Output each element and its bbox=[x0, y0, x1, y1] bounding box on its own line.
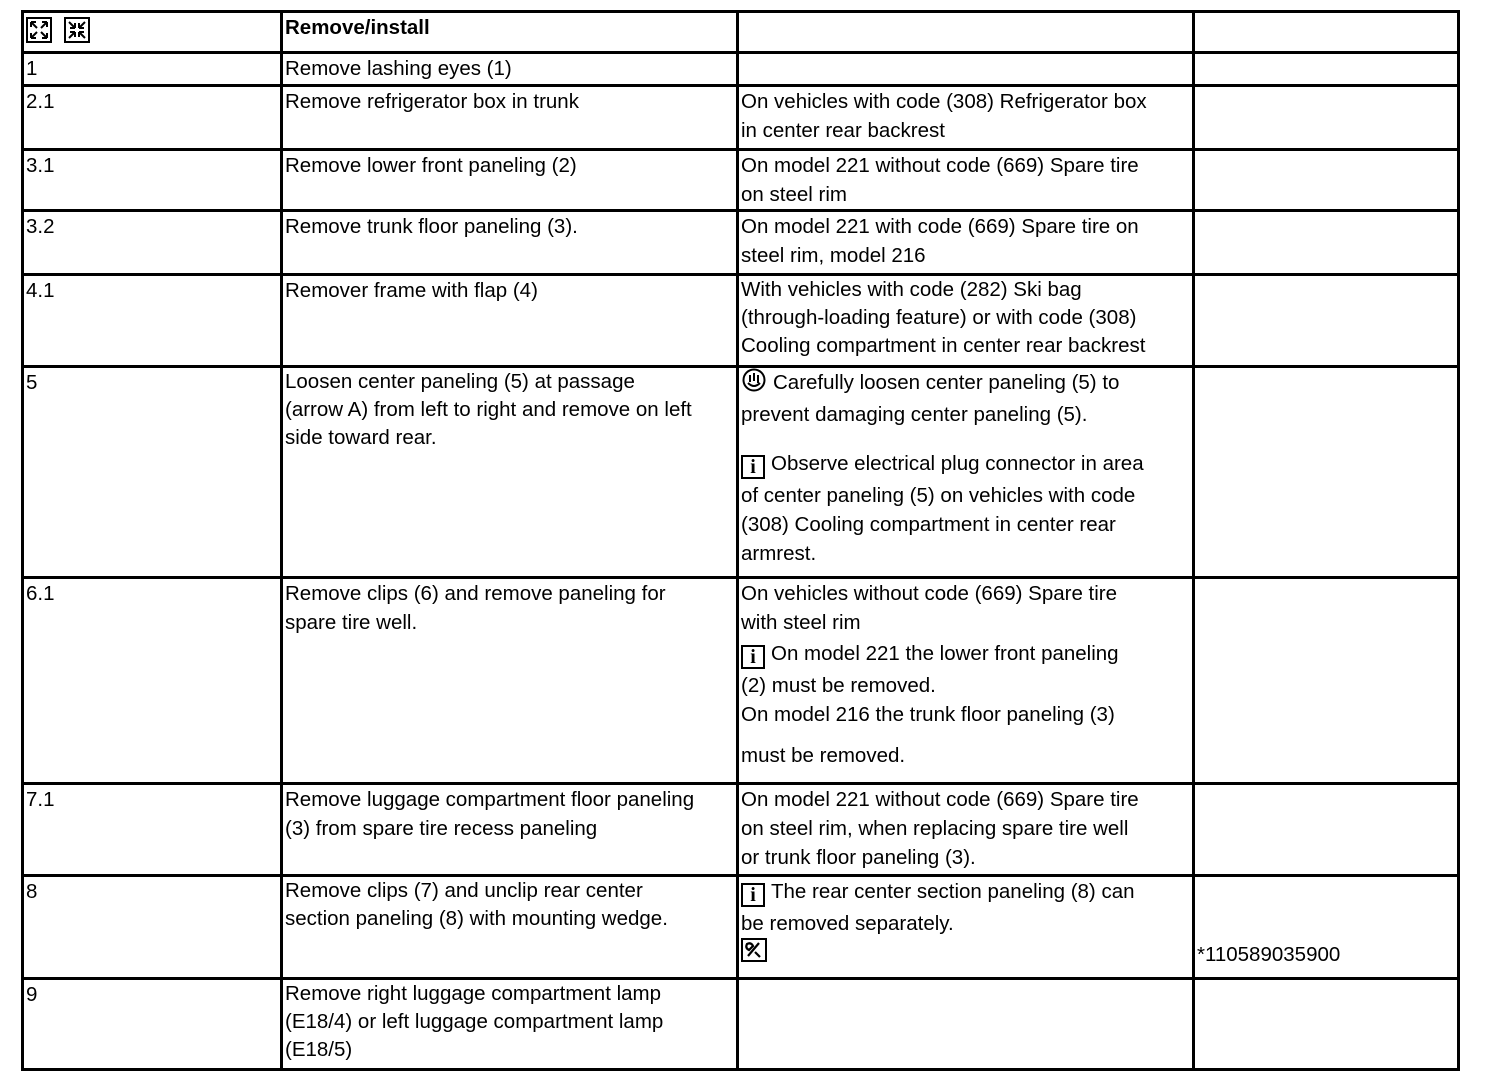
table-row bbox=[23, 150, 1459, 211]
note-line: on steel rim, when replacing spare tire well bbox=[741, 817, 1129, 840]
caution-line: prevent damaging center paneling (5). bbox=[741, 403, 1088, 426]
action-line: Remove clips (7) and unclip rear center bbox=[285, 879, 643, 902]
table-row bbox=[23, 784, 1459, 876]
action-line: (E18/4) or left luggage compartment lamp bbox=[285, 1010, 664, 1033]
tool-line bbox=[741, 938, 1190, 970]
info-line bbox=[741, 449, 1190, 481]
step-action bbox=[282, 367, 738, 578]
step-number: 3.2 bbox=[23, 211, 282, 275]
info-line: be removed separately. bbox=[741, 912, 954, 935]
info-line: must be removed. bbox=[741, 744, 906, 767]
table-row bbox=[23, 367, 1459, 578]
action-line: (3) from spare tire recess paneling bbox=[285, 817, 598, 840]
note-line: Cooling compartment in center rear backrest bbox=[741, 334, 1146, 357]
procedure-table bbox=[21, 10, 1460, 1071]
step-note bbox=[738, 784, 1194, 876]
info-line: (308) Cooling compartment in center rear bbox=[741, 513, 1116, 536]
step-reference bbox=[1194, 876, 1459, 979]
step-note bbox=[738, 367, 1194, 578]
step-number: 8 bbox=[23, 876, 282, 979]
step-reference bbox=[1194, 53, 1459, 86]
step-note bbox=[738, 211, 1194, 275]
step-note bbox=[738, 86, 1194, 150]
step-reference bbox=[1194, 578, 1459, 784]
action-line: Loosen center paneling (5) at passage bbox=[285, 370, 635, 393]
table-row bbox=[23, 578, 1459, 784]
action-line: (E18/5) bbox=[285, 1038, 353, 1061]
action-line: spare tire well. bbox=[285, 611, 418, 634]
step-note bbox=[738, 979, 1194, 1070]
action-line: Remove lashing eyes (1) bbox=[285, 57, 512, 80]
step-note bbox=[738, 275, 1194, 367]
expand-icon[interactable] bbox=[26, 17, 52, 51]
step-reference bbox=[1194, 211, 1459, 275]
step-reference bbox=[1194, 275, 1459, 367]
info-line: armrest. bbox=[741, 542, 817, 565]
note-line: On vehicles with code (308) Refrigerator box bbox=[741, 90, 1147, 113]
table-row bbox=[23, 53, 1459, 86]
info-line: On model 216 the trunk floor paneling (3) bbox=[741, 703, 1115, 726]
step-number: 1 bbox=[23, 53, 282, 86]
step-action bbox=[282, 86, 738, 150]
note-line: On model 221 with code (669) Spare tire on bbox=[741, 215, 1139, 238]
action-line: (arrow A) from left to right and remove on left bbox=[285, 398, 692, 421]
step-reference bbox=[1194, 367, 1459, 578]
table-row bbox=[23, 876, 1459, 979]
step-note bbox=[738, 578, 1194, 784]
note-line: On vehicles without code (669) Spare tire bbox=[741, 582, 1118, 605]
note-line: in center rear backrest bbox=[741, 119, 945, 142]
step-note bbox=[738, 53, 1194, 86]
special-tool-icon[interactable] bbox=[741, 938, 767, 970]
collapse-icon[interactable] bbox=[64, 17, 90, 51]
info-text: The rear center section paneling (8) can bbox=[771, 880, 1135, 903]
step-reference bbox=[1194, 150, 1459, 211]
step-number: 3.1 bbox=[23, 150, 282, 211]
step-action bbox=[282, 275, 738, 367]
step-reference bbox=[1194, 86, 1459, 150]
info-line: of center paneling (5) on vehicles with code bbox=[741, 484, 1136, 507]
step-reference bbox=[1194, 979, 1459, 1070]
step-note bbox=[738, 150, 1194, 211]
info-line bbox=[741, 639, 1190, 671]
table-row bbox=[23, 979, 1459, 1070]
step-action bbox=[282, 211, 738, 275]
caution-icon bbox=[741, 368, 767, 400]
table-header-row bbox=[23, 12, 1459, 53]
info-line: (2) must be removed. bbox=[741, 674, 936, 697]
step-number: 6.1 bbox=[23, 578, 282, 784]
action-line: Remove trunk floor paneling (3). bbox=[285, 215, 578, 238]
note-line: or trunk floor paneling (3). bbox=[741, 846, 976, 869]
table-row bbox=[23, 211, 1459, 275]
step-number: 7.1 bbox=[23, 784, 282, 876]
note-line: with steel rim bbox=[741, 611, 861, 634]
table-row bbox=[23, 275, 1459, 367]
step-number: 4.1 bbox=[23, 275, 282, 367]
step-action bbox=[282, 578, 738, 784]
step-action bbox=[282, 876, 738, 979]
action-line: Remove clips (6) and remove paneling for bbox=[285, 582, 666, 605]
step-number: 9 bbox=[23, 979, 282, 1070]
step-number: 5 bbox=[23, 367, 282, 578]
action-line: Remove right luggage compartment lamp bbox=[285, 982, 662, 1005]
note-line: steel rim, model 216 bbox=[741, 244, 926, 267]
paragraph-spacer bbox=[741, 429, 1190, 449]
header-icons-cell bbox=[23, 12, 282, 53]
info-icon: i bbox=[741, 880, 765, 909]
note-line: With vehicles with code (282) Ski bag bbox=[741, 278, 1082, 301]
action-line: Remove refrigerator box in trunk bbox=[285, 90, 579, 113]
reference-number[interactable]: *110589035900 bbox=[1197, 943, 1341, 966]
step-reference bbox=[1194, 784, 1459, 876]
action-line: side toward rear. bbox=[285, 426, 437, 449]
info-line bbox=[741, 877, 1190, 909]
info-text: On model 221 the lower front paneling bbox=[771, 642, 1119, 665]
header-title: Remove/install bbox=[282, 12, 738, 53]
note-line: On model 221 without code (669) Spare tire bbox=[741, 788, 1139, 811]
caution-text: Carefully loosen center paneling (5) to bbox=[773, 371, 1120, 394]
header-empty-cell bbox=[1194, 12, 1459, 53]
info-icon: i bbox=[741, 642, 765, 671]
action-line: Remove luggage compartment floor paneling bbox=[285, 788, 695, 811]
step-number: 2.1 bbox=[23, 86, 282, 150]
note-line: on steel rim bbox=[741, 183, 847, 206]
step-action bbox=[282, 53, 738, 86]
action-line: section paneling (8) with mounting wedge. bbox=[285, 907, 668, 930]
step-action bbox=[282, 784, 738, 876]
table-row bbox=[23, 86, 1459, 150]
caution-line bbox=[741, 368, 1190, 400]
note-line: (through-loading feature) or with code (308) bbox=[741, 306, 1137, 329]
action-line: Remover frame with flap (4) bbox=[285, 279, 538, 302]
step-action bbox=[282, 979, 738, 1070]
action-line: Remove lower front paneling (2) bbox=[285, 154, 577, 177]
note-line: On model 221 without code (669) Spare tire bbox=[741, 154, 1139, 177]
info-icon: i bbox=[741, 452, 765, 481]
step-action bbox=[282, 150, 738, 211]
step-note bbox=[738, 876, 1194, 979]
header-empty-cell bbox=[738, 12, 1194, 53]
info-text: Observe electrical plug connector in area bbox=[771, 452, 1144, 475]
